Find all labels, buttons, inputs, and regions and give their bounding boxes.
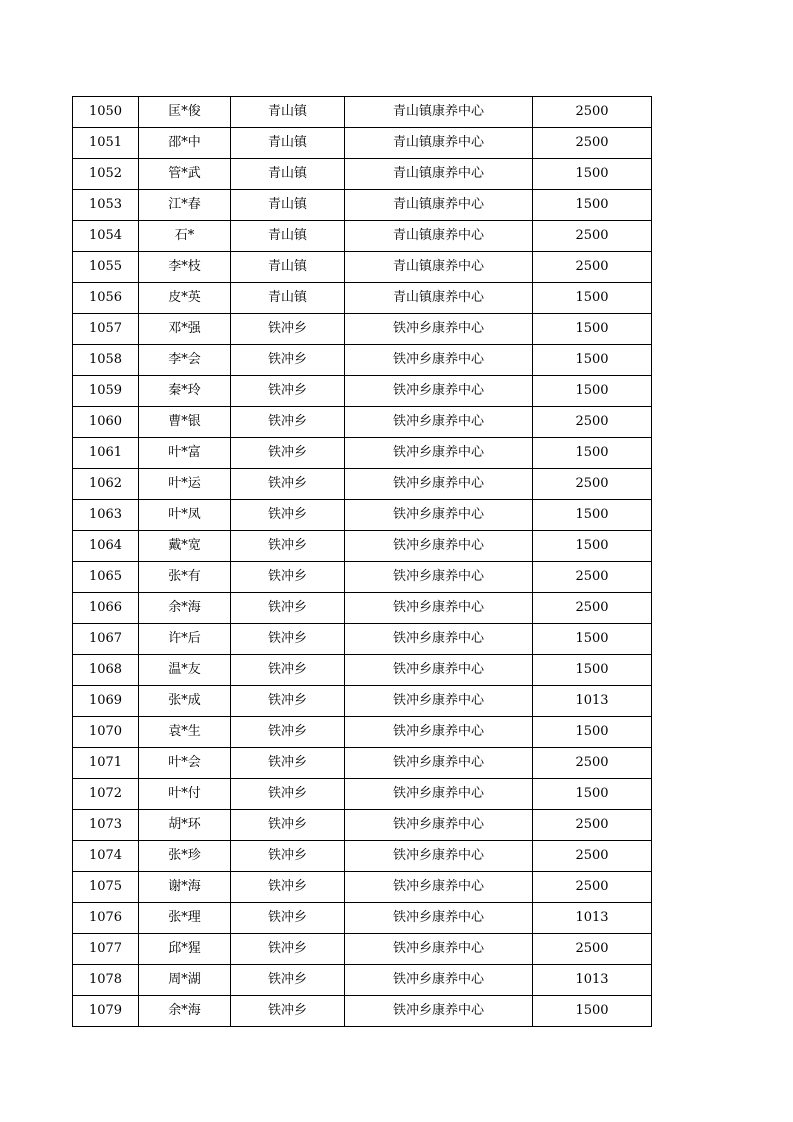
table-row — [73, 655, 652, 686]
subsidy-table-body — [73, 97, 652, 1027]
care-center-cell: 青山镇康养中心 — [345, 97, 533, 128]
person-name-cell: 余*海 — [139, 996, 231, 1027]
table-row — [73, 624, 652, 655]
person-name-cell: 叶*付 — [139, 779, 231, 810]
row-number-cell: 1075 — [73, 872, 139, 903]
care-center-cell: 铁冲乡康养中心 — [345, 779, 533, 810]
row-number-cell: 1077 — [73, 934, 139, 965]
table-row — [73, 934, 652, 965]
row-number-cell: 1061 — [73, 438, 139, 469]
care-center-cell: 铁冲乡康养中心 — [345, 903, 533, 934]
row-number-cell: 1065 — [73, 562, 139, 593]
township-cell: 铁冲乡 — [231, 655, 345, 686]
person-name-cell: 周*湖 — [139, 965, 231, 996]
row-number-cell: 1056 — [73, 283, 139, 314]
township-cell: 铁冲乡 — [231, 841, 345, 872]
township-cell: 铁冲乡 — [231, 376, 345, 407]
row-number-cell: 1073 — [73, 810, 139, 841]
person-name-cell: 戴*宽 — [139, 531, 231, 562]
table-row — [73, 252, 652, 283]
person-name-cell: 曹*银 — [139, 407, 231, 438]
amount-cell: 1500 — [533, 717, 652, 748]
subsidy-table — [72, 96, 652, 1027]
table-row — [73, 903, 652, 934]
row-number-cell: 1064 — [73, 531, 139, 562]
township-cell: 铁冲乡 — [231, 810, 345, 841]
table-row — [73, 159, 652, 190]
township-cell: 青山镇 — [231, 283, 345, 314]
amount-cell: 1500 — [533, 159, 652, 190]
township-cell: 铁冲乡 — [231, 779, 345, 810]
person-name-cell: 石* — [139, 221, 231, 252]
township-cell: 铁冲乡 — [231, 748, 345, 779]
care-center-cell: 青山镇康养中心 — [345, 190, 533, 221]
table-row — [73, 593, 652, 624]
person-name-cell: 张*成 — [139, 686, 231, 717]
care-center-cell: 青山镇康养中心 — [345, 221, 533, 252]
amount-cell: 1500 — [533, 345, 652, 376]
row-number-cell: 1079 — [73, 996, 139, 1027]
row-number-cell: 1069 — [73, 686, 139, 717]
care-center-cell: 铁冲乡康养中心 — [345, 996, 533, 1027]
care-center-cell: 铁冲乡康养中心 — [345, 438, 533, 469]
table-row — [73, 376, 652, 407]
table-row — [73, 500, 652, 531]
amount-cell: 2500 — [533, 407, 652, 438]
care-center-cell: 铁冲乡康养中心 — [345, 810, 533, 841]
person-name-cell: 张*有 — [139, 562, 231, 593]
township-cell: 铁冲乡 — [231, 500, 345, 531]
row-number-cell: 1076 — [73, 903, 139, 934]
amount-cell: 1500 — [533, 283, 652, 314]
township-cell: 铁冲乡 — [231, 903, 345, 934]
township-cell: 铁冲乡 — [231, 438, 345, 469]
township-cell: 青山镇 — [231, 128, 345, 159]
person-name-cell: 江*春 — [139, 190, 231, 221]
table-row — [73, 779, 652, 810]
table-row — [73, 562, 652, 593]
amount-cell: 2500 — [533, 252, 652, 283]
amount-cell: 2500 — [533, 593, 652, 624]
care-center-cell: 铁冲乡康养中心 — [345, 841, 533, 872]
township-cell: 铁冲乡 — [231, 345, 345, 376]
table-row — [73, 748, 652, 779]
table-row — [73, 283, 652, 314]
person-name-cell: 张*理 — [139, 903, 231, 934]
person-name-cell: 袁*生 — [139, 717, 231, 748]
amount-cell: 1500 — [533, 624, 652, 655]
person-name-cell: 李*会 — [139, 345, 231, 376]
care-center-cell: 铁冲乡康养中心 — [345, 686, 533, 717]
care-center-cell: 铁冲乡康养中心 — [345, 469, 533, 500]
person-name-cell: 管*武 — [139, 159, 231, 190]
care-center-cell: 青山镇康养中心 — [345, 252, 533, 283]
township-cell: 铁冲乡 — [231, 996, 345, 1027]
row-number-cell: 1059 — [73, 376, 139, 407]
table-row — [73, 345, 652, 376]
person-name-cell: 叶*会 — [139, 748, 231, 779]
care-center-cell: 青山镇康养中心 — [345, 159, 533, 190]
township-cell: 铁冲乡 — [231, 562, 345, 593]
row-number-cell: 1050 — [73, 97, 139, 128]
row-number-cell: 1068 — [73, 655, 139, 686]
row-number-cell: 1071 — [73, 748, 139, 779]
township-cell: 青山镇 — [231, 97, 345, 128]
row-number-cell: 1072 — [73, 779, 139, 810]
person-name-cell: 胡*环 — [139, 810, 231, 841]
person-name-cell: 许*后 — [139, 624, 231, 655]
care-center-cell: 铁冲乡康养中心 — [345, 562, 533, 593]
row-number-cell: 1067 — [73, 624, 139, 655]
care-center-cell: 铁冲乡康养中心 — [345, 655, 533, 686]
care-center-cell: 铁冲乡康养中心 — [345, 407, 533, 438]
row-number-cell: 1053 — [73, 190, 139, 221]
care-center-cell: 铁冲乡康养中心 — [345, 593, 533, 624]
care-center-cell: 铁冲乡康养中心 — [345, 531, 533, 562]
township-cell: 铁冲乡 — [231, 531, 345, 562]
care-center-cell: 铁冲乡康养中心 — [345, 748, 533, 779]
table-row — [73, 686, 652, 717]
amount-cell: 1013 — [533, 903, 652, 934]
row-number-cell: 1055 — [73, 252, 139, 283]
amount-cell: 2500 — [533, 221, 652, 252]
row-number-cell: 1066 — [73, 593, 139, 624]
amount-cell: 1500 — [533, 438, 652, 469]
township-cell: 铁冲乡 — [231, 593, 345, 624]
amount-cell: 2500 — [533, 97, 652, 128]
township-cell: 青山镇 — [231, 190, 345, 221]
township-cell: 青山镇 — [231, 221, 345, 252]
township-cell: 青山镇 — [231, 159, 345, 190]
care-center-cell: 铁冲乡康养中心 — [345, 965, 533, 996]
table-row — [73, 872, 652, 903]
row-number-cell: 1052 — [73, 159, 139, 190]
care-center-cell: 铁冲乡康养中心 — [345, 345, 533, 376]
care-center-cell: 铁冲乡康养中心 — [345, 500, 533, 531]
amount-cell: 2500 — [533, 841, 652, 872]
amount-cell: 1500 — [533, 190, 652, 221]
table-row — [73, 314, 652, 345]
amount-cell: 2500 — [533, 562, 652, 593]
amount-cell: 1500 — [533, 531, 652, 562]
table-row — [73, 531, 652, 562]
person-name-cell: 余*海 — [139, 593, 231, 624]
row-number-cell: 1054 — [73, 221, 139, 252]
person-name-cell: 温*友 — [139, 655, 231, 686]
amount-cell: 2500 — [533, 872, 652, 903]
table-row — [73, 128, 652, 159]
row-number-cell: 1051 — [73, 128, 139, 159]
person-name-cell: 邵*中 — [139, 128, 231, 159]
township-cell: 铁冲乡 — [231, 965, 345, 996]
amount-cell: 2500 — [533, 748, 652, 779]
row-number-cell: 1074 — [73, 841, 139, 872]
table-row — [73, 221, 652, 252]
care-center-cell: 铁冲乡康养中心 — [345, 872, 533, 903]
table-row — [73, 841, 652, 872]
township-cell: 铁冲乡 — [231, 314, 345, 345]
amount-cell: 1500 — [533, 655, 652, 686]
care-center-cell: 铁冲乡康养中心 — [345, 376, 533, 407]
person-name-cell: 秦*玲 — [139, 376, 231, 407]
township-cell: 青山镇 — [231, 252, 345, 283]
row-number-cell: 1062 — [73, 469, 139, 500]
amount-cell: 1013 — [533, 686, 652, 717]
table-row — [73, 810, 652, 841]
amount-cell: 1013 — [533, 965, 652, 996]
care-center-cell: 青山镇康养中心 — [345, 283, 533, 314]
person-name-cell: 叶*运 — [139, 469, 231, 500]
amount-cell: 2500 — [533, 810, 652, 841]
person-name-cell: 张*珍 — [139, 841, 231, 872]
township-cell: 铁冲乡 — [231, 686, 345, 717]
township-cell: 铁冲乡 — [231, 624, 345, 655]
amount-cell: 1500 — [533, 996, 652, 1027]
table-row — [73, 965, 652, 996]
table-row — [73, 407, 652, 438]
care-center-cell: 铁冲乡康养中心 — [345, 314, 533, 345]
care-center-cell: 青山镇康养中心 — [345, 128, 533, 159]
township-cell: 铁冲乡 — [231, 872, 345, 903]
township-cell: 铁冲乡 — [231, 717, 345, 748]
person-name-cell: 叶*富 — [139, 438, 231, 469]
person-name-cell: 谢*海 — [139, 872, 231, 903]
amount-cell: 1500 — [533, 376, 652, 407]
amount-cell: 1500 — [533, 314, 652, 345]
township-cell: 铁冲乡 — [231, 934, 345, 965]
person-name-cell: 李*枝 — [139, 252, 231, 283]
table-row — [73, 190, 652, 221]
amount-cell: 1500 — [533, 779, 652, 810]
person-name-cell: 邱*猩 — [139, 934, 231, 965]
township-cell: 铁冲乡 — [231, 407, 345, 438]
amount-cell: 1500 — [533, 500, 652, 531]
person-name-cell: 皮*英 — [139, 283, 231, 314]
care-center-cell: 铁冲乡康养中心 — [345, 624, 533, 655]
table-row — [73, 97, 652, 128]
row-number-cell: 1078 — [73, 965, 139, 996]
table-row — [73, 438, 652, 469]
row-number-cell: 1060 — [73, 407, 139, 438]
row-number-cell: 1058 — [73, 345, 139, 376]
table-row — [73, 469, 652, 500]
table-row — [73, 996, 652, 1027]
amount-cell: 2500 — [533, 128, 652, 159]
row-number-cell: 1063 — [73, 500, 139, 531]
care-center-cell: 铁冲乡康养中心 — [345, 934, 533, 965]
person-name-cell: 匡*俊 — [139, 97, 231, 128]
amount-cell: 2500 — [533, 469, 652, 500]
amount-cell: 2500 — [533, 934, 652, 965]
row-number-cell: 1057 — [73, 314, 139, 345]
row-number-cell: 1070 — [73, 717, 139, 748]
person-name-cell: 邓*强 — [139, 314, 231, 345]
table-row — [73, 717, 652, 748]
care-center-cell: 铁冲乡康养中心 — [345, 717, 533, 748]
township-cell: 铁冲乡 — [231, 469, 345, 500]
person-name-cell: 叶*凤 — [139, 500, 231, 531]
